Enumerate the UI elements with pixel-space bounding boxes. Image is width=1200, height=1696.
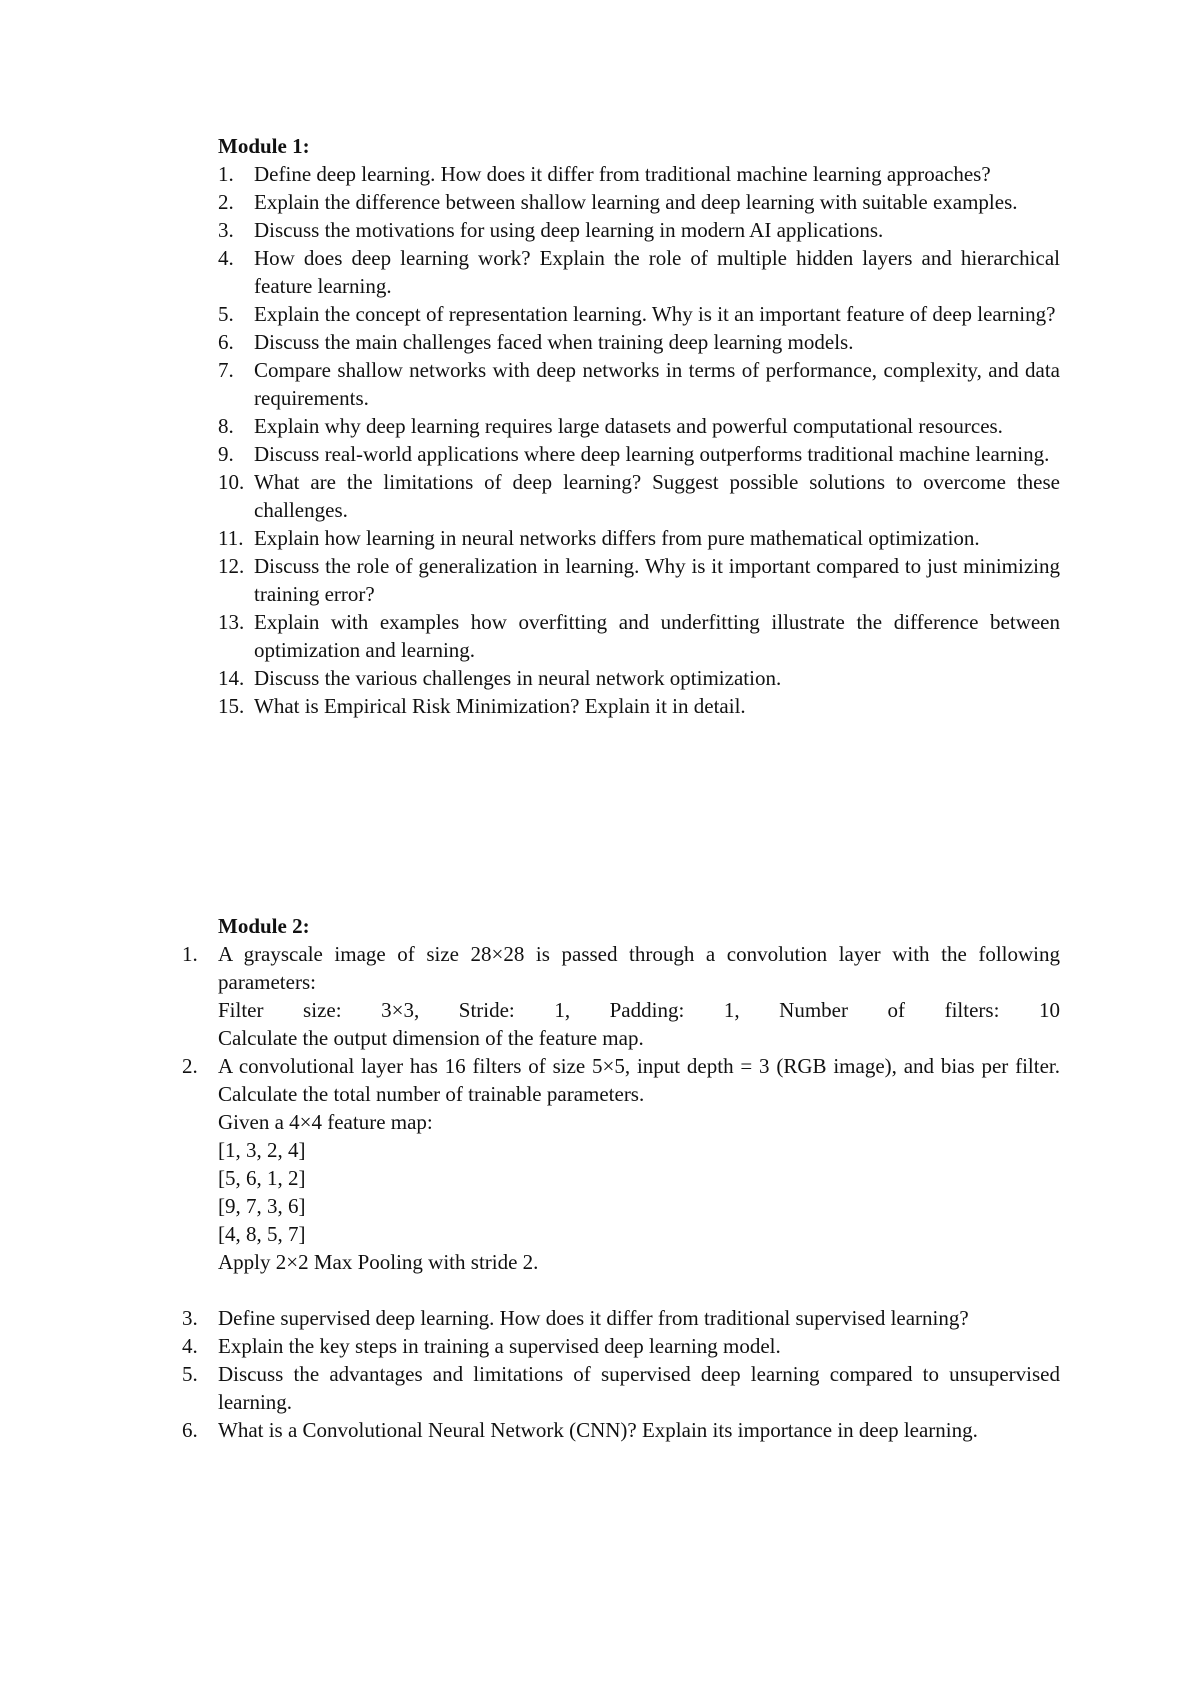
question-number: 5. — [182, 1362, 198, 1386]
question-text: Define supervised deep learning. How does it differ from traditional supervised learning? — [218, 1306, 969, 1330]
list-item — [218, 188, 1060, 216]
module-2-heading: Module 2: — [218, 914, 310, 938]
question-text: Discuss the advantages and limitations of supervised deep learning compared to unsupervised learning. — [218, 1362, 1060, 1414]
question-number: 3. — [182, 1306, 198, 1330]
module-1-question-list — [218, 160, 1060, 720]
list-item — [182, 1416, 1060, 1444]
question-number: 11. — [218, 526, 244, 550]
question-number: 13. — [218, 610, 245, 634]
question-number: 14. — [218, 666, 245, 690]
question-number: 1. — [182, 942, 198, 966]
question-text: Discuss the main challenges faced when training deep learning models. — [254, 330, 854, 354]
feature-map-row: [4, 8, 5, 7] — [218, 1222, 306, 1246]
question-task: Apply 2×2 Max Pooling with stride 2. — [218, 1250, 539, 1274]
question-text: What is a Convolutional Neural Network (CNN)? Explain its importance in deep learning. — [218, 1418, 978, 1442]
conv-parameters: Filter size: 3×3, Stride: 1, Padding: 1, Number of filters: 10 — [218, 998, 1060, 1022]
list-item — [182, 1304, 1060, 1332]
feature-map-row: [5, 6, 1, 2] — [218, 1166, 306, 1190]
question-text: Discuss the various challenges in neural network optimization. — [254, 666, 782, 690]
question-text: How does deep learning work? Explain the role of multiple hidden layers and hierarchical feature learning. — [254, 246, 1060, 298]
list-item — [218, 160, 1060, 188]
list-item — [218, 300, 1060, 328]
question-task: Calculate the output dimension of the feature map. — [218, 1026, 644, 1050]
question-number: 3. — [218, 218, 234, 242]
list-item — [218, 524, 1060, 552]
question-number: 10. — [218, 470, 245, 494]
question-text: Explain why deep learning requires large datasets and powerful computational resources. — [254, 414, 1003, 438]
question-text: Explain how learning in neural networks differs from pure mathematical optimization. — [254, 526, 980, 550]
list-item — [218, 244, 1060, 300]
question-number: 8. — [218, 414, 234, 438]
module-1-heading: Module 1: — [218, 134, 310, 158]
list-item — [182, 940, 1060, 1052]
feature-map-row: [9, 7, 3, 6] — [218, 1194, 306, 1218]
list-item — [218, 440, 1060, 468]
module-2-question-list — [182, 940, 1060, 1444]
question-text: Explain with examples how overfitting and underfitting illustrate the difference between optimization and learning. — [254, 610, 1060, 662]
spacer — [182, 1276, 1060, 1304]
list-item — [218, 664, 1060, 692]
question-number: 1. — [218, 162, 234, 186]
list-item — [218, 552, 1060, 608]
list-item — [218, 356, 1060, 412]
question-text: Define deep learning. How does it differ from traditional machine learning approaches? — [254, 162, 991, 186]
question-number: 15. — [218, 694, 245, 718]
question-text: Discuss the role of generalization in learning. Why is it important compared to just minimizing training error? — [254, 554, 1060, 606]
question-number: 5. — [218, 302, 234, 326]
question-number: 2. — [218, 190, 234, 214]
question-number: 7. — [218, 358, 234, 382]
question-text: A convolutional layer has 16 filters of size 5×5, input depth = 3 (RGB image), and bias per filter. Calculate the total number of trainable parameters. — [218, 1054, 1060, 1106]
question-number: 6. — [182, 1418, 198, 1442]
question-number: 12. — [218, 554, 245, 578]
question-number: 6. — [218, 330, 234, 354]
question-text: A grayscale image of size 28×28 is passed through a convolution layer with the following parameters: — [218, 942, 1060, 994]
question-number: 2. — [182, 1054, 198, 1078]
feature-map-row: [1, 3, 2, 4] — [218, 1138, 306, 1162]
list-item — [218, 412, 1060, 440]
question-text: Compare shallow networks with deep networks in terms of performance, complexity, and data requirements. — [254, 358, 1060, 410]
question-text: Discuss the motivations for using deep learning in modern AI applications. — [254, 218, 884, 242]
question-text: What are the limitations of deep learning? Suggest possible solutions to overcome these challenges. — [254, 470, 1060, 522]
list-item — [182, 1360, 1060, 1416]
question-text: Explain the key steps in training a supervised deep learning model. — [218, 1334, 781, 1358]
question-text: Explain the difference between shallow learning and deep learning with suitable examples. — [254, 190, 1018, 214]
list-item — [182, 1052, 1060, 1276]
question-text: Discuss real-world applications where deep learning outperforms traditional machine learning. — [254, 442, 1050, 466]
list-item — [182, 1332, 1060, 1360]
question-number: 4. — [182, 1334, 198, 1358]
question-text: Explain the concept of representation learning. Why is it an important feature of deep learning? — [254, 302, 1056, 326]
list-item — [218, 692, 1060, 720]
question-number: 9. — [218, 442, 234, 466]
list-item — [218, 216, 1060, 244]
feature-map-intro: Given a 4×4 feature map: — [218, 1110, 433, 1134]
list-item — [218, 328, 1060, 356]
question-text: What is Empirical Risk Minimization? Explain it in detail. — [254, 694, 746, 718]
question-number: 4. — [218, 246, 234, 270]
list-item — [218, 468, 1060, 524]
list-item — [218, 608, 1060, 664]
